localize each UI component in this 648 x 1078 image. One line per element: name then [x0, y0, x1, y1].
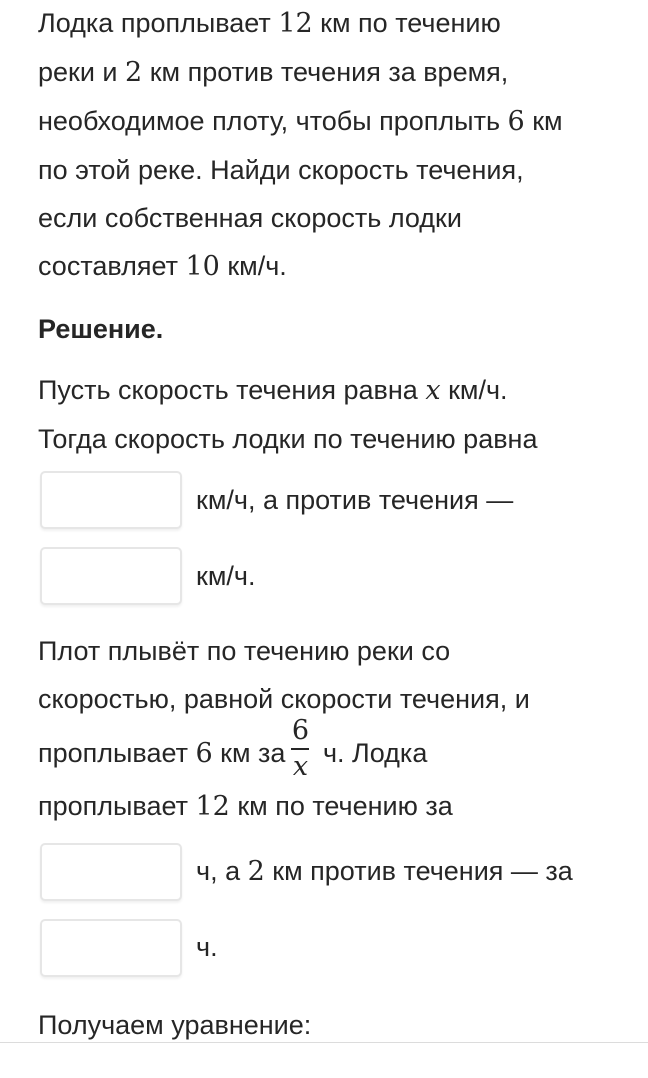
answer-input-downstream-time[interactable]: [40, 843, 182, 901]
solution-part-2: Плот плывёт по течению реки со скоростью, равной скорости течения, и: [38, 636, 530, 714]
equation-intro: Получаем уравнение:: [38, 1009, 312, 1040]
fraction-6-over-x: $\frac{6}{x}$: [291, 714, 310, 782]
fraction-line: проплывает 6 км за $\frac{6}{x}$ ч. Лодка: [38, 714, 428, 782]
solution-heading: Решение.: [38, 314, 164, 344]
exercise-content: [38, 0, 628, 1049]
bottom-divider: [0, 1042, 648, 1043]
answer-input-downstream-speed[interactable]: [40, 471, 182, 529]
solution-part-2-cont: проплывает 12 км по течению за: [38, 790, 453, 822]
solution-part-1: Пусть скорость течения равна x км/ч. Тогда скорость лодки по течению равна: [38, 375, 538, 454]
answer-input-upstream-time[interactable]: [40, 919, 182, 977]
answer-row-downstream-speed: км/ч, а против течения —: [38, 469, 628, 531]
answer-row-upstream-time: ч.: [38, 917, 628, 979]
answer-row-downstream-time: ч, а 2 км против течения — за: [38, 841, 628, 903]
answer-row-upstream-speed: км/ч.: [38, 545, 628, 607]
problem-statement: Лодка проплывает 12 км по течению реки и 2 км против течения за время, необходимое плоту, чтобы проплыть 6 км по этой реке. Найди скорость течения, если собственная скорость лодки составляет 10 км/ч.: [38, 8, 563, 282]
answer-input-upstream-speed[interactable]: [40, 547, 182, 605]
